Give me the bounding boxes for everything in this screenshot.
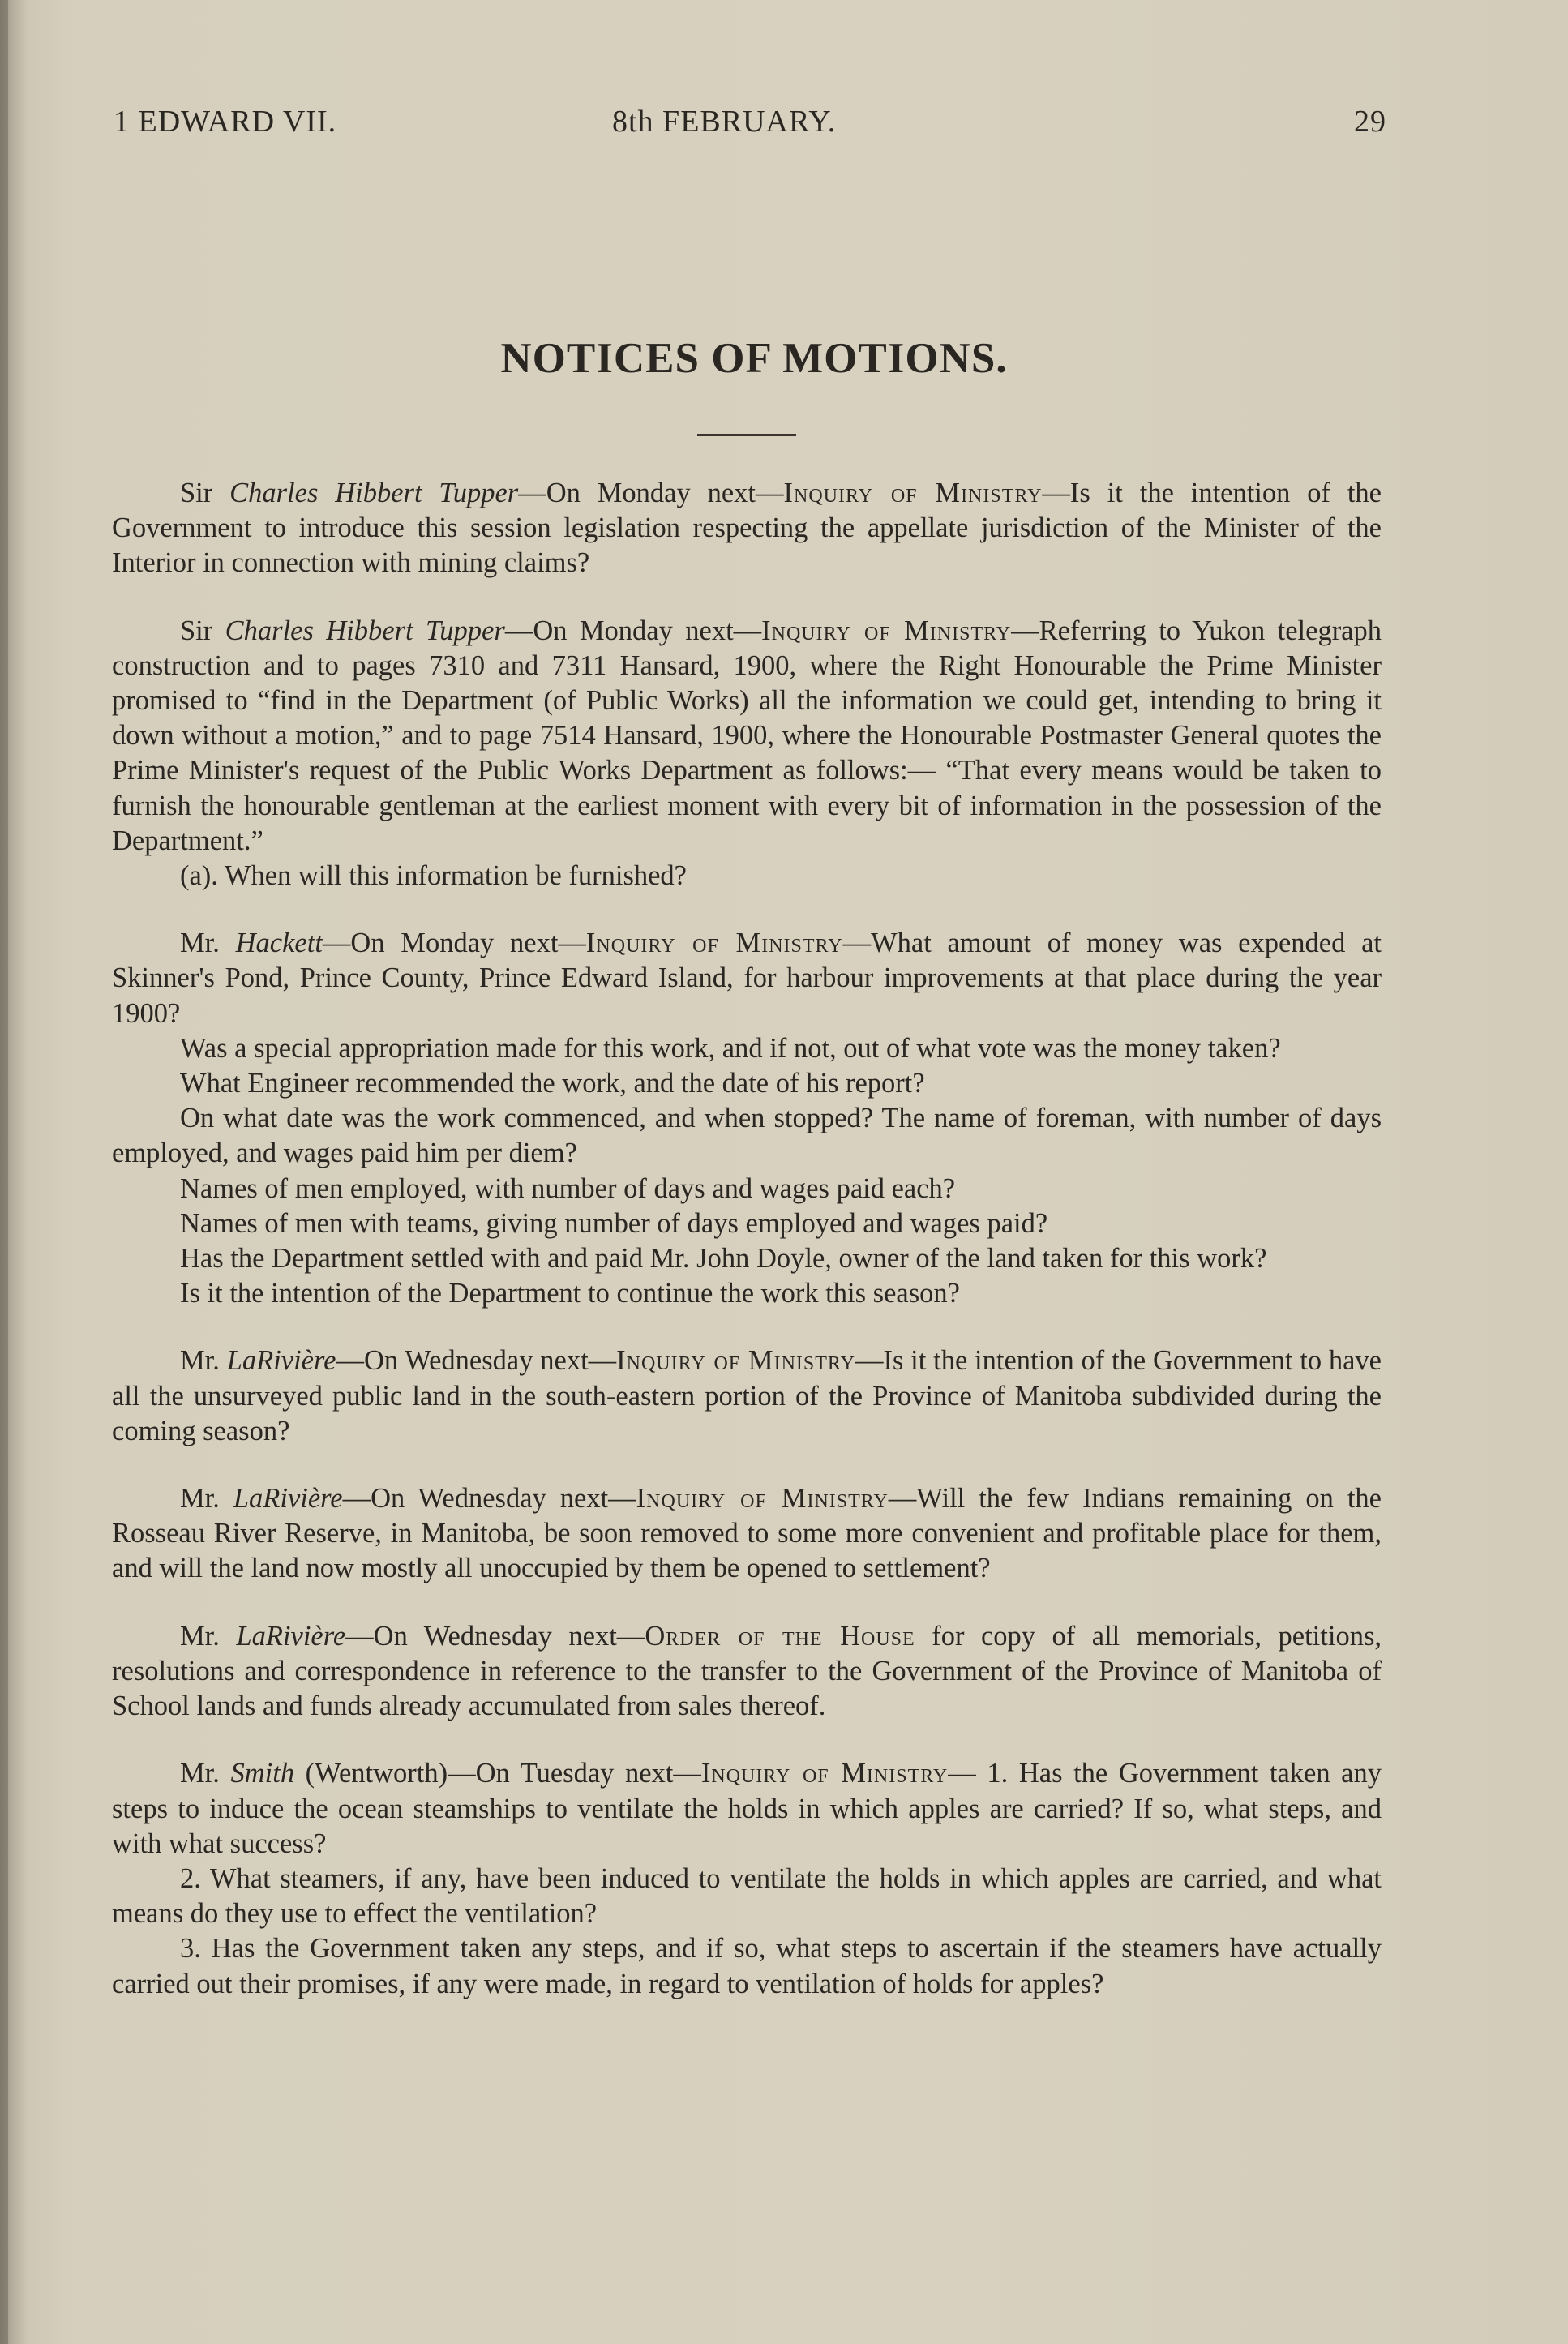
motion-day: —On Wednesday next— [336, 1345, 617, 1377]
motion-question: 3. Has the Government taken any steps, and if so, what steps to ascertain if the steamers have actually carried out their promises, if any were made, in regard to ventilation of holds for apples? [112, 1933, 1382, 1999]
motion-first-line [112, 614, 1382, 859]
motion-question: Was a special appropriation made for this work, and if not, out of what vote was the money taken? [180, 1032, 1281, 1064]
regnal-year: 1 EDWARD VII. [114, 105, 337, 139]
motion-day: —On Monday next— [322, 928, 586, 959]
member-name: Charles Hibbert Tupper [225, 615, 505, 646]
motion-question: Has the Department settled with and paid Mr. John Doyle, owner of the land taken for this work? [180, 1243, 1267, 1275]
header-date: 8th FEBRUARY. [612, 105, 837, 139]
motion-first-line [112, 1343, 1382, 1449]
member-title: Sir [180, 615, 225, 646]
motion-question: (a). When will this information be furnished? [180, 860, 687, 892]
running-head [114, 104, 1386, 144]
motion-day: —On Monday next— [518, 478, 784, 508]
motion-day: —On Monday next— [504, 615, 762, 646]
motion-text: — 1. Has the Government taken any steps to induce the ocean steamships to ventilate the holds in which apples are carried? If so, what steps, and with what success? [112, 1758, 1382, 1859]
member-title: Mr. [180, 1758, 231, 1789]
member-title: Mr. [180, 1483, 233, 1515]
motion-question: What Engineer recommended the work, and the date of his report? [180, 1068, 925, 1099]
member-name: LaRivière [233, 1483, 343, 1515]
motion-question: Names of men with teams, giving number of days employed and wages paid? [180, 1207, 1048, 1239]
motion-kind: Inquiry of Ministry [761, 615, 1012, 646]
motion-kind: Inquiry of Ministry [636, 1483, 889, 1515]
member-name: Smith [230, 1758, 295, 1789]
motion [112, 1481, 1382, 1587]
motion-day: —On Wednesday next— [345, 1620, 645, 1652]
motion-day: —On Tuesday next— [448, 1758, 701, 1789]
motion [112, 926, 1382, 1311]
motion-first-line [112, 1756, 1382, 1862]
motion-kind: Inquiry of Ministry [616, 1345, 855, 1377]
motion-kind: Inquiry of Ministry [700, 1758, 949, 1789]
motion-first-line [112, 1619, 1382, 1725]
member-title: Mr. [180, 1345, 227, 1377]
motion-text: —Referring to Yukon telegraph construction and to pages 7310 and 7311 Hansard, 1900, where the Right Honourable the Prime Minister promised to “find in the Department (of Public Works) all the information we could get, intending to bring it down without a motion,” and to page 7514 Hansard, 1900, where the Honourable Postmaster General quotes the Prime Minister's request of the Public Works Department as follows:— “That every means would be taken to furnish the honourable gentleman at the earliest moment with every bit of information in the possession of the Department.” [112, 615, 1382, 856]
member-name: LaRivière [236, 1620, 346, 1652]
motion-question: 2. What steamers, if any, have been induced to ventilate the holds in which apples are carried, and what means do they use to effect the ventilation? [112, 1862, 1382, 1930]
motion-question: Is it the intention of the Department to continue the work this season? [180, 1278, 960, 1309]
motion [112, 1619, 1382, 1725]
member-name: LaRivière [226, 1345, 336, 1377]
motion-text: for copy of all memorials, petitions, resolutions and correspondence in reference to the transfer to the Government of the Province of Manitoba of School lands and funds already accumulated from sales thereof. [112, 1620, 1382, 1722]
motion-first-line [112, 1481, 1382, 1587]
motion-text: —Is it the intention of the Government to introduce this session legislation respecting the appellate jurisdiction of the Minister of the Interior in connection with mining claims? [112, 478, 1382, 579]
member-name: Charles Hibbert Tupper [229, 478, 519, 508]
motion-kind: Order of the House [645, 1620, 915, 1652]
motion-text: —What amount of money was expended at Skinner's Pond, Prince County, Prince Edward Island, for harbour improvements at that place during the year 1900? [112, 928, 1382, 1029]
motion-text: —Is it the intention of the Government to have all the unsurveyed public land in the south-eastern portion of the Province of Manitoba subdivided during the coming season? [112, 1345, 1382, 1446]
motion-kind: Inquiry of Ministry [585, 928, 843, 959]
motion-question: Names of men employed, with number of days and wages paid each? [180, 1172, 956, 1204]
motion-first-line [112, 476, 1382, 581]
member-name: Hackett [235, 928, 323, 959]
page-title: NOTICES OF MOTIONS. [500, 335, 1008, 382]
member-title: Mr. [180, 1620, 237, 1652]
motion [112, 1756, 1382, 2001]
member-title: Sir [180, 478, 230, 508]
motions-list [112, 476, 1382, 2034]
page-number: 29 [1354, 105, 1386, 139]
motion-day: —On Wednesday next— [342, 1483, 636, 1515]
title-rule [697, 434, 796, 436]
motion [112, 476, 1382, 581]
motion-text: —Will the few Indians remaining on the Rosseau River Reserve, in Manitoba, be soon removed to some more convenient and profitable place for them, and will the land now mostly all unoccupied by them be opened to settlement? [112, 1483, 1382, 1584]
member-riding: (Wentworth) [294, 1758, 448, 1789]
motion-question: On what date was the work commenced, and when stopped? The name of foreman, with number of days employed, and wages paid him per diem? [112, 1103, 1382, 1169]
motion-kind: Inquiry of Ministry [783, 478, 1043, 508]
motion-first-line [112, 926, 1382, 1031]
member-title: Mr. [180, 928, 236, 959]
motion [112, 614, 1382, 894]
motion [112, 1343, 1382, 1449]
